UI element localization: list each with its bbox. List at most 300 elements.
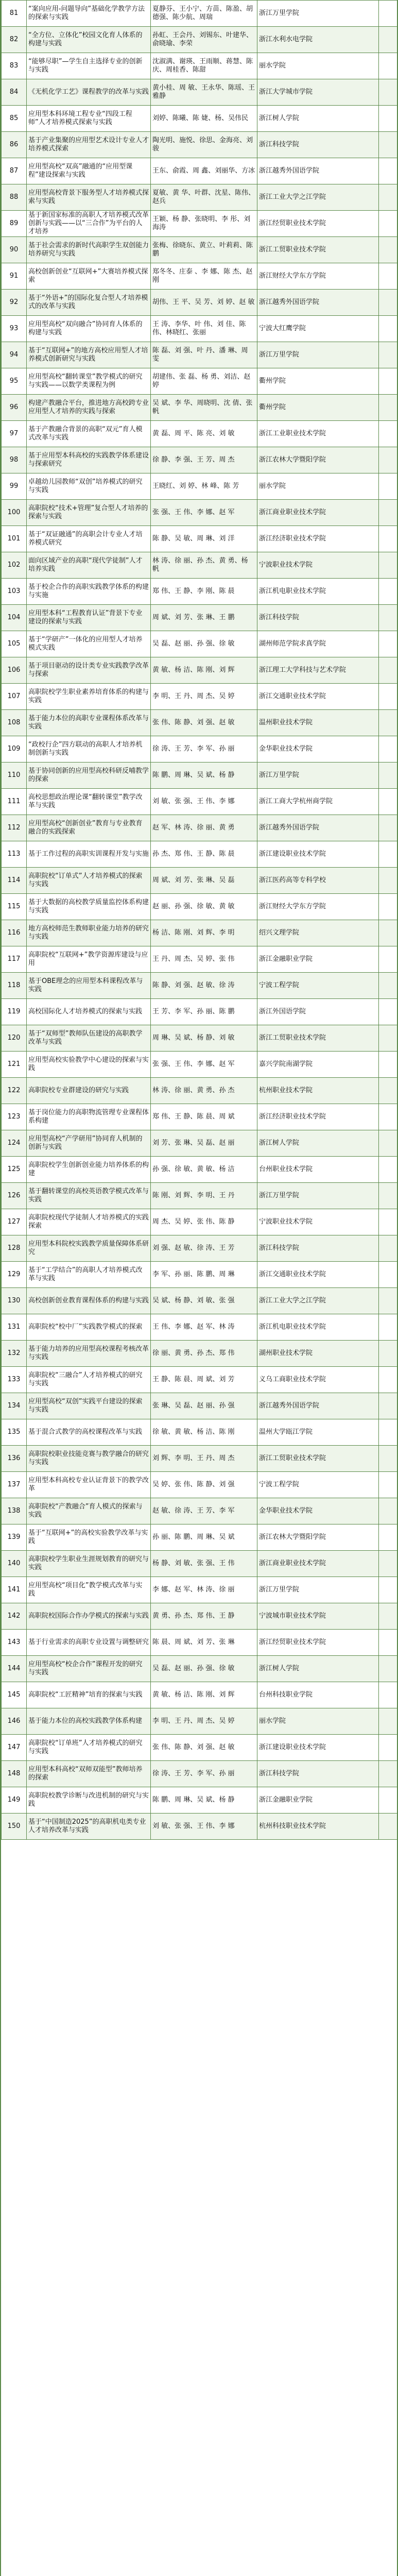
- project-title: “政校行企”四方联动的高职人才培养机制创新与实践: [27, 736, 151, 762]
- project-members: 黄 敏、杨 洁、陈 刚、刘 辉: [151, 657, 257, 684]
- project-members: 赵 敏、徐 涛、王 芳、李 军: [151, 1498, 257, 1524]
- project-members: 徐 敏、黄 敏、杨 洁、陈 刚: [151, 1419, 257, 1446]
- row-spacer: [379, 1814, 397, 1840]
- table-row: [2, 473, 397, 500]
- project-title: 应用型高校“双高”融通的“应用型课程”建设探索与实践: [27, 158, 151, 184]
- institution-name: 浙江建设职业技术学院: [257, 841, 379, 868]
- project-members: 黄 敏、杨 洁、陈 刚、刘 辉: [151, 1682, 257, 1708]
- project-title: 基于“双证融通”的高职会计专业人才培养模式研究: [27, 526, 151, 552]
- row-spacer: [379, 211, 397, 237]
- row-number: 96: [2, 395, 27, 421]
- institution-name: 浙江经贸职业技术学院: [257, 1630, 379, 1656]
- row-spacer: [379, 1078, 397, 1104]
- row-spacer: [379, 395, 397, 421]
- row-number: 105: [2, 631, 27, 657]
- table-row: [2, 579, 397, 605]
- row-spacer: [379, 605, 397, 631]
- table-row: [2, 27, 397, 53]
- row-spacer: [379, 158, 397, 184]
- project-members: 郑 伟、王 静、李 刚、陈 晨: [151, 579, 257, 605]
- project-members: 徐 静、李 强、王 芳、周 杰: [151, 447, 257, 473]
- project-members: 刘婷、陈曦、陈 婕、杨、吴伟民: [151, 106, 257, 132]
- institution-name: 浙江工贸职业技术学院: [257, 237, 379, 263]
- row-number: 138: [2, 1498, 27, 1524]
- row-spacer: [379, 894, 397, 920]
- table-row: [2, 1814, 397, 1840]
- institution-name: 浙江工业职业技术学院: [257, 421, 379, 447]
- table-row: [2, 500, 397, 526]
- row-number: 91: [2, 263, 27, 290]
- row-spacer: [379, 184, 397, 211]
- row-number: 81: [2, 1, 27, 27]
- project-title: 基于能力本位的高职专业课程体系改革与实践: [27, 710, 151, 736]
- row-number: 134: [2, 1393, 27, 1419]
- row-number: 115: [2, 894, 27, 920]
- row-spacer: [379, 710, 397, 736]
- row-spacer: [379, 1498, 397, 1524]
- table-row: [2, 1761, 397, 1787]
- row-spacer: [379, 1183, 397, 1209]
- table-row: [2, 710, 397, 736]
- project-title: 应用型高校“双创”实践平台建设的探索与实践: [27, 1393, 151, 1419]
- institution-name: 浙江机电职业技术学院: [257, 579, 379, 605]
- table-row: [2, 1524, 397, 1551]
- project-members: 郑 伟、王 静、陈 晨、周 斌: [151, 1104, 257, 1130]
- row-spacer: [379, 1157, 397, 1183]
- row-number: 103: [2, 579, 27, 605]
- institution-name: 湖州职业技术学院: [257, 1341, 379, 1367]
- row-number: 102: [2, 552, 27, 579]
- table-row: [2, 1052, 397, 1078]
- project-members: 王颖、杨 静、张晓明、李 彤、刘海涛: [151, 211, 257, 237]
- project-title: 卓越幼儿园教师“双创”培养模式的研究与实践: [27, 473, 151, 500]
- row-spacer: [379, 237, 397, 263]
- table-row: [2, 79, 397, 106]
- row-spacer: [379, 552, 397, 579]
- project-members: 胡建伟、张 磊、杨 勇、刘洁、赵 婷: [151, 368, 257, 395]
- table-row: [2, 1577, 397, 1603]
- row-number: 131: [2, 1314, 27, 1341]
- institution-name: 浙江科技学院: [257, 132, 379, 158]
- row-number: 136: [2, 1446, 27, 1472]
- table-row: [2, 1498, 397, 1524]
- institution-name: 宁波工程学院: [257, 973, 379, 999]
- row-spacer: [379, 1577, 397, 1603]
- institution-name: 浙江经济职业技术学院: [257, 1104, 379, 1130]
- project-members: 夏静芬、王小宁、方苗、陈盈、胡德强、陈少航、周瑞: [151, 1, 257, 27]
- project-members: 王 静、陈 晨、周 斌、刘 芳: [151, 1367, 257, 1393]
- row-spacer: [379, 447, 397, 473]
- row-spacer: [379, 473, 397, 500]
- row-spacer: [379, 1288, 397, 1314]
- institution-name: 浙江万里学院: [257, 1, 379, 27]
- table-row: [2, 815, 397, 841]
- project-title: 基于产业集聚的应用型艺术设计专业人才培养模式探索: [27, 132, 151, 158]
- project-title: 基于“双师型”教师队伍建设的高职教学改革与实践: [27, 1025, 151, 1052]
- project-title: 高职院校“技术+管理”复合型人才培养的探索与实践: [27, 500, 151, 526]
- project-members: 陈 静、吴 敏、周 琳、刘 洋: [151, 526, 257, 552]
- project-title: 应用型本科高校专业认证背景下的教学改革: [27, 1472, 151, 1498]
- row-spacer: [379, 1025, 397, 1052]
- row-number: 87: [2, 158, 27, 184]
- row-spacer: [379, 27, 397, 53]
- project-members: 吴 斌、杨 静、刘 敏、张 强: [151, 1288, 257, 1314]
- institution-name: 台州职业技术学院: [257, 1157, 379, 1183]
- project-title: 基于工作过程的高职实训课程开发与实施: [27, 841, 151, 868]
- project-title: 应用型本科院校实践教学质量保障体系研究: [27, 1235, 151, 1262]
- table-row: [2, 1446, 397, 1472]
- table-row: [2, 946, 397, 973]
- institution-name: 浙江农林大学暨阳学院: [257, 447, 379, 473]
- project-title: 应用型高校“项目化”教学模式改革与实践: [27, 1577, 151, 1603]
- project-title: 基于能力本位的高校实践教学体系构建: [27, 1708, 151, 1735]
- project-members: 陈 鹏、周 琳、吴 斌、杨 静: [151, 1787, 257, 1814]
- project-title: 基于“互联网+”的高校实验教学改革与实践: [27, 1524, 151, 1551]
- institution-name: 浙江工业大学之江学院: [257, 1288, 379, 1314]
- project-members: 周 琳、吴 斌、杨 静、刘 敏: [151, 1025, 257, 1052]
- table-row: [2, 973, 397, 999]
- table-row: [2, 894, 397, 920]
- project-members: 王晓红、刘 婷、林 峰、陈 芳: [151, 473, 257, 500]
- project-title: 基于社会需求的新时代高职学生双创能力培养研究与实践: [27, 237, 151, 263]
- institution-name: 绍兴文理学院: [257, 920, 379, 946]
- row-spacer: [379, 920, 397, 946]
- project-title: 高校思想政治理论课“翻转课堂”教学改革与实践: [27, 789, 151, 815]
- row-spacer: [379, 1314, 397, 1341]
- table-row: [2, 920, 397, 946]
- row-number: 141: [2, 1577, 27, 1603]
- project-members: 林 涛、徐 丽、孙 杰、黄 勇、杨 帆: [151, 552, 257, 579]
- row-number: 132: [2, 1341, 27, 1367]
- institution-name: 丽水学院: [257, 1708, 379, 1735]
- institution-name: 宁波职业技术学院: [257, 1209, 379, 1235]
- project-members: 黄小桂、周 敏、王永华、陈瑶、王雅静: [151, 79, 257, 106]
- institution-name: 杭州职业技术学院: [257, 1078, 379, 1104]
- row-number: 130: [2, 1288, 27, 1314]
- table-row: [2, 657, 397, 684]
- row-number: 121: [2, 1052, 27, 1078]
- row-spacer: [379, 316, 397, 342]
- row-spacer: [379, 684, 397, 710]
- project-title: 基于能力培养的应用型高校课程考核改革与实践: [27, 1341, 151, 1367]
- row-spacer: [379, 973, 397, 999]
- row-spacer: [379, 342, 397, 368]
- row-spacer: [379, 631, 397, 657]
- row-number: 133: [2, 1367, 27, 1393]
- institution-name: 浙江越秀外国语学院: [257, 158, 379, 184]
- project-title: 高职院校“三融合”人才培养模式的研究与实践: [27, 1367, 151, 1393]
- row-spacer: [379, 1446, 397, 1472]
- project-title: 应用型高校“双向融合”协同育人体系的构建与实践: [27, 316, 151, 342]
- institution-name: 宁波大红鹰学院: [257, 316, 379, 342]
- row-spacer: [379, 1393, 397, 1419]
- table-row: [2, 736, 397, 762]
- row-number: 146: [2, 1708, 27, 1735]
- project-members: 杨 静、刘 敏、张 强、王 伟: [151, 1551, 257, 1577]
- project-title: 高职院校“产教融合”育人模式的探索与实践: [27, 1498, 151, 1524]
- project-title: 基于项目驱动的设计类专业实践教学改革与探索: [27, 657, 151, 684]
- row-number: 116: [2, 920, 27, 946]
- institution-name: 浙江越秀外国语学院: [257, 1393, 379, 1419]
- row-spacer: [379, 53, 397, 79]
- institution-name: 浙江大学城市学院: [257, 79, 379, 106]
- table-row: [2, 237, 397, 263]
- row-number: 119: [2, 999, 27, 1025]
- row-number: 117: [2, 946, 27, 973]
- project-title: 《无机化学工艺》课程教学的改革与实践: [27, 79, 151, 106]
- project-title: 高职院校教学诊断与改进机制的研究与实践: [27, 1787, 151, 1814]
- row-spacer: [379, 263, 397, 290]
- row-number: 97: [2, 421, 27, 447]
- institution-name: 浙江科技学院: [257, 1235, 379, 1262]
- project-members: 张 伟、陈 静、刘 强、赵 敏: [151, 710, 257, 736]
- project-title: 高职院校现代学徒制人才培养模式的实践探索: [27, 1209, 151, 1235]
- institution-name: 浙江医药高等专科学校: [257, 868, 379, 894]
- row-number: 99: [2, 473, 27, 500]
- table-row: [2, 1367, 397, 1393]
- institution-name: 浙江机电职业技术学院: [257, 1314, 379, 1341]
- row-number: 82: [2, 27, 27, 53]
- project-title: 基于混合式教学的高校课程改革与实践: [27, 1419, 151, 1446]
- project-members: 李 明、王 丹、周 杰、吴 婷: [151, 1708, 257, 1735]
- project-title: 高职院校学生职业生涯规划教育的研究与实践: [27, 1551, 151, 1577]
- project-title: 基于“外语+”的国际化复合型人才培养模式的改革与实践: [27, 290, 151, 316]
- row-number: 112: [2, 815, 27, 841]
- project-title: 高校创新创业教育课程体系的构建与实践: [27, 1288, 151, 1314]
- table-row: [2, 421, 397, 447]
- institution-name: 义乌工商职业技术学院: [257, 1367, 379, 1393]
- row-spacer: [379, 946, 397, 973]
- row-number: 148: [2, 1761, 27, 1787]
- row-number: 86: [2, 132, 27, 158]
- row-number: 123: [2, 1104, 27, 1130]
- institution-name: 浙江万里学院: [257, 762, 379, 789]
- project-title: 应用型高校“产学研用”协同育人机制的创新与实践: [27, 1130, 151, 1157]
- project-title: 面向区域产业的高职“现代学徒制”人才培养实践: [27, 552, 151, 579]
- table-row: [2, 1551, 397, 1577]
- project-title: 基于OBE理念的应用型本科课程改革与实践: [27, 973, 151, 999]
- row-spacer: [379, 815, 397, 841]
- institution-name: 浙江树人学院: [257, 1130, 379, 1157]
- table-row: [2, 1682, 397, 1708]
- institution-name: 台州科技职业学院: [257, 1682, 379, 1708]
- row-spacer: [379, 868, 397, 894]
- institution-name: 宁波城市职业技术学院: [257, 1603, 379, 1630]
- row-spacer: [379, 1104, 397, 1130]
- project-members: 李 娜、赵 军、林 涛、徐 丽: [151, 1577, 257, 1603]
- project-title: 高职院校学生职业素养培育体系的构建与实践: [27, 684, 151, 710]
- row-spacer: [379, 789, 397, 815]
- project-members: 吴 斌、李 华、周晓明、沈 倩、张 帆: [151, 395, 257, 421]
- table-row: [2, 53, 397, 79]
- project-title: 应用型本科环境工程专业“四段工程师”人才培养模式探索与实践: [27, 106, 151, 132]
- project-members: 黄 勇、孙 杰、郑 伟、王 静: [151, 1603, 257, 1630]
- project-members: 刘 辉、李 明、王 丹、周 杰: [151, 1446, 257, 1472]
- row-spacer: [379, 1682, 397, 1708]
- row-spacer: [379, 1209, 397, 1235]
- institution-name: 浙江越秀外国语学院: [257, 290, 379, 316]
- project-members: 王 芳、李 军、孙 丽、陈 鹏: [151, 999, 257, 1025]
- table-row: [2, 1314, 397, 1341]
- institution-name: 宁波工程学院: [257, 1472, 379, 1498]
- table-row: [2, 1288, 397, 1314]
- table-row: [2, 368, 397, 395]
- project-members: 刘 强、赵 敏、徐 涛、王 芳: [151, 1235, 257, 1262]
- project-title: “全方位、立体化”校园文化育人体系的构建与实践: [27, 27, 151, 53]
- project-members: 刘 芳、张 琳、吴 磊、赵 丽: [151, 1130, 257, 1157]
- table-row: [2, 158, 397, 184]
- institution-name: 浙江农林大学暨阳学院: [257, 1524, 379, 1551]
- institution-name: 浙江科技学院: [257, 605, 379, 631]
- project-title: 高职院校“工匠精神”培育的探索与实践: [27, 1682, 151, 1708]
- project-title: “案向应用-问题导向”基础化学教学方法的探索与实践: [27, 1, 151, 27]
- row-spacer: [379, 1735, 397, 1761]
- table-row: [2, 1209, 397, 1235]
- project-members: 王 丹、周 杰、吴 婷、张 伟: [151, 946, 257, 973]
- project-members: 周 杰、吴 婷、张 伟、陈 静: [151, 1209, 257, 1235]
- row-number: 137: [2, 1472, 27, 1498]
- table-row: [2, 132, 397, 158]
- institution-name: 温州大学瓯江学院: [257, 1419, 379, 1446]
- institution-name: 浙江外国语学院: [257, 999, 379, 1025]
- project-members: 徐 丽、黄 勇、孙 杰、郑 伟: [151, 1341, 257, 1367]
- project-title: 基于产教融合背景的高职“双元”育人模式改革与实践: [27, 421, 151, 447]
- row-number: 106: [2, 657, 27, 684]
- institution-name: 嘉兴学院南湖学院: [257, 1052, 379, 1078]
- row-number: 114: [2, 868, 27, 894]
- institution-name: 金华职业技术学院: [257, 1498, 379, 1524]
- project-members: 刘 敏、张 强、王 伟、李 娜: [151, 1814, 257, 1840]
- row-number: 145: [2, 1682, 27, 1708]
- results-table-body: [2, 1, 397, 1840]
- institution-name: 浙江树人学院: [257, 1656, 379, 1682]
- project-title: 构建产教融合平台，推进地方高校跨专业应用型人才培养的实践与探索: [27, 395, 151, 421]
- table-row: [2, 1025, 397, 1052]
- table-row: [2, 1341, 397, 1367]
- project-title: 高校创新创业“互联网+”大赛培养模式探索: [27, 263, 151, 290]
- row-number: 135: [2, 1419, 27, 1446]
- project-members: 陈 鹏、周 琳、吴 斌、杨 静: [151, 762, 257, 789]
- table-row: [2, 1104, 397, 1130]
- institution-name: 湖州师范学院求真学院: [257, 631, 379, 657]
- project-members: 张 强、王 伟、李 娜、赵 军: [151, 1052, 257, 1078]
- row-spacer: [379, 1656, 397, 1682]
- table-row: [2, 106, 397, 132]
- row-number: 89: [2, 211, 27, 237]
- project-title: 高职院校国际合作办学模式的探索与实践: [27, 1603, 151, 1630]
- institution-name: 衢州学院: [257, 368, 379, 395]
- institution-name: 浙江财经大学东方学院: [257, 894, 379, 920]
- project-title: 高职院校“校中厂”实践教学模式的探索: [27, 1314, 151, 1341]
- row-number: 144: [2, 1656, 27, 1682]
- project-members: 孙 丽、陈 鹏、周 琳、吴 斌: [151, 1524, 257, 1551]
- institution-name: 浙江理工大学科技与艺术学院: [257, 657, 379, 684]
- table-row: [2, 605, 397, 631]
- institution-name: 浙江工贸职业技术学院: [257, 1446, 379, 1472]
- project-members: 夏敏、黄 华、叶群、沈星、陈伟、赵兵: [151, 184, 257, 211]
- project-title: 应用型高校“创新创业”教育与专业教育融合的实践探索: [27, 815, 151, 841]
- table-row: [2, 1630, 397, 1656]
- row-number: 92: [2, 290, 27, 316]
- project-members: 王 伟、李 娜、赵 军、林 涛: [151, 1314, 257, 1341]
- table-row: [2, 1656, 397, 1682]
- table-row: [2, 868, 397, 894]
- table-row: [2, 184, 397, 211]
- row-number: 110: [2, 762, 27, 789]
- project-title: 应用型本科高校“双师双能型”教师培养的探索: [27, 1761, 151, 1787]
- table-row: [2, 1393, 397, 1419]
- row-spacer: [379, 1341, 397, 1367]
- table-row: [2, 447, 397, 473]
- project-title: 基于协同创新的应用型高校科研反哺教学的探索: [27, 762, 151, 789]
- institution-name: 浙江万里学院: [257, 1183, 379, 1209]
- table-row: [2, 1, 397, 27]
- project-title: 基于“中国制造2025”的高职机电类专业人才培养改革与实践: [27, 1814, 151, 1840]
- institution-name: 丽水学院: [257, 53, 379, 79]
- table-row: [2, 211, 397, 237]
- project-title: “能够尽职”—学生自主选择专业的创新与实践: [27, 53, 151, 79]
- row-spacer: [379, 500, 397, 526]
- project-title: 应用型高校“翻转课堂”教学模式的研究与实践——以数学类课程为例: [27, 368, 151, 395]
- project-members: 陈 磊、刘 强、叶 丹、潘 琳、周 雯: [151, 342, 257, 368]
- row-spacer: [379, 1603, 397, 1630]
- row-number: 90: [2, 237, 27, 263]
- row-spacer: [379, 132, 397, 158]
- row-number: 120: [2, 1025, 27, 1052]
- project-members: 陈 刚、刘 辉、李 明、王 丹: [151, 1183, 257, 1209]
- row-spacer: [379, 657, 397, 684]
- project-members: 陈 静、刘 强、赵 敏、徐 涛: [151, 973, 257, 999]
- project-members: 张 伟、陈 静、刘 强、赵 敏: [151, 1735, 257, 1761]
- project-title: 基于应用型本科高校的实践教学体系建设与探索研究: [27, 447, 151, 473]
- row-number: 104: [2, 605, 27, 631]
- institution-name: 宁波职业技术学院: [257, 552, 379, 579]
- project-title: 高职院校“互联网+”教学资源库建设与应用: [27, 946, 151, 973]
- row-number: 107: [2, 684, 27, 710]
- project-members: 沈淑满、谢瑛、王雨顺、蒋慧、陈庆、周桂香、陈甜: [151, 53, 257, 79]
- project-title: 应用型高校“校企合作”课程开发的研究与实践: [27, 1656, 151, 1682]
- institution-name: 丽水学院: [257, 473, 379, 500]
- project-title: 基于翻转课堂的高校英语教学模式改革与实践: [27, 1183, 151, 1209]
- project-title: 高职院校专业群建设的研究与实践: [27, 1078, 151, 1104]
- institution-name: 浙江越秀外国语学院: [257, 815, 379, 841]
- row-number: 147: [2, 1735, 27, 1761]
- project-title: 高职院校“订单班”人才培养模式的研究与实践: [27, 1735, 151, 1761]
- institution-name: 浙江经贸职业技术学院: [257, 211, 379, 237]
- table-row: [2, 1183, 397, 1209]
- project-title: 基于岗位能力的高职物流管理专业课程体系构建: [27, 1104, 151, 1130]
- project-members: 张 琳、吴 磊、赵 丽、孙 强: [151, 1393, 257, 1419]
- table-row: [2, 290, 397, 316]
- institution-name: 温州职业技术学院: [257, 710, 379, 736]
- table-row: [2, 1472, 397, 1498]
- institution-name: 浙江交通职业技术学院: [257, 1262, 379, 1288]
- row-number: 142: [2, 1603, 27, 1630]
- project-title: 应用型高校背景下服务型人才培养模式探索与实践: [27, 184, 151, 211]
- table-row: [2, 1787, 397, 1814]
- row-spacer: [379, 1787, 397, 1814]
- row-spacer: [379, 1052, 397, 1078]
- row-number: 84: [2, 79, 27, 106]
- row-spacer: [379, 1130, 397, 1157]
- row-number: 98: [2, 447, 27, 473]
- row-spacer: [379, 579, 397, 605]
- institution-name: 浙江万里学院: [257, 1577, 379, 1603]
- row-number: 139: [2, 1524, 27, 1551]
- project-title: 地方高校师范生教师职业能力培养的研究与实践: [27, 920, 151, 946]
- project-title: 基于新国家标准的高职人才培养模式改革创新与实践——以“三合作”为平台的人才培养: [27, 211, 151, 237]
- row-number: 149: [2, 1787, 27, 1814]
